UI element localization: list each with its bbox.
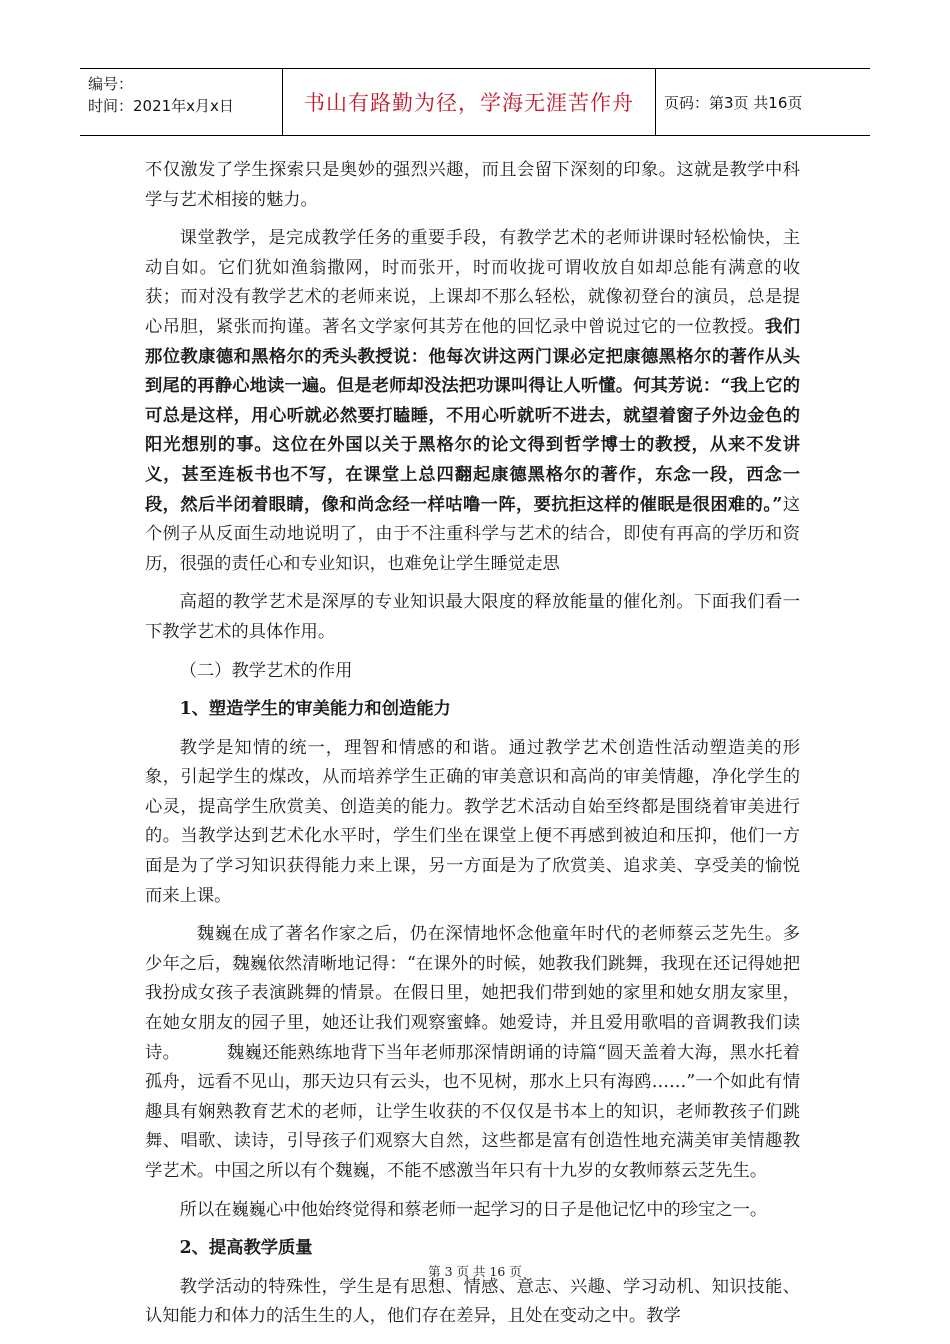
- subheading-2: 2、提高教学质量: [179, 1238, 313, 1259]
- paragraph-3: 高超的教学艺术是深厚的专业知识最大限度的释放能量的催化剂。下面我们看一下教学艺术的具体作用。: [145, 592, 800, 642]
- document-time-label: 时间：2021年x月x日: [88, 97, 234, 115]
- subheading-1: 1、塑造学生的审美能力和创造能力: [179, 699, 451, 720]
- header-meta: [80, 69, 282, 135]
- page-footer: 第 3 页 共 16 页: [428, 1264, 522, 1279]
- paragraph-2-intro: 课堂教学，是完成教学任务的重要手段，有教学艺术的老师讲课时轻松愉快，主动自如。它们犹如渔翁撒网，时而张开，时而收拢可谓收放自如却总能有满意的收获；而对没有教学艺术的老师来说，上课却不那么轻松，就像初登台的演员，总是提心吊胆，紧张而拘谨。著名文学家何其芳在他的回忆录中曾说过它的一位教授。: [145, 228, 800, 337]
- paragraph-2: [145, 224, 800, 579]
- paragraph-4: 教学是知情的统一，理智和情感的和谐。通过教学艺术创造性活动塑造美的形象，引起学生的煤改，从而培养学生正确的审美意识和高尚的审美情趣，净化学生的心灵，提高学生欣赏美、创造美的能力。教学艺术活动自始至终都是围绕着审美进行的。当教学达到艺术化水平时，学生们坐在课堂上便不再感到被迫和压抑，他们一方面是为了学习知识获得能力来上课，另一方面是为了欣赏美、追求美、享受美的愉悦而来上课。: [145, 737, 800, 906]
- document-number-label: 编号：: [88, 75, 134, 93]
- paragraph-6: 所以在巍巍心中他始终觉得和蔡老师一起学习的日子是他记忆中的珍宝之一。: [179, 1199, 768, 1220]
- header-motto: 书山有路勤为径，学海无涯苦作舟: [282, 69, 656, 135]
- paragraph-2-conclusion: 这个例子从反面生动地说明了，由于不注重科学与艺术的结合，即使有再高的学历和资历，很强的责任心和专业知识，也难免让学生睡觉走思: [145, 494, 800, 574]
- paragraph-5: 魏巍在成了著名作家之后，仍在深情地怀念他童年时代的老师蔡云芝先生。多少年之后，魏巍依然清晰地记得：“在课外的时候，她教我们跳舞，我现在还记得她把我扮成女孩子表演跳舞的情景。在假日里，她把我们带到她的家里和她女朋友家里，在她女朋友的园子里，她还让我们观察蜜蜂。她爱诗，并且爱用歌唱的音调教我们读诗。 魏巍还能熟练地背下当年老师那深情朗诵的诗篇“圆天盖着大海，黑水托着孤舟，远看不见山，那天边只有云头，也不见树，那水上只有海鸥……”一个如此有情趣具有娴熟教育艺术的老师，让学生收获的不仅仅是书本上的知识，老师教孩子们跳舞、唱歌、读诗，引导孩子们观察大自然，这些都是富有创造性地充满美审美情趣教学艺术。中国之所以有个魏巍，不能不感激当年只有十九岁的女教师蔡云芝先生。: [145, 924, 800, 1181]
- paragraph-7: 教学活动的特殊性，学生是有思想、情感、意志、兴趣、学习动机、知识技能、认知能力和体力的活生生的人，他们存在差异，且处在变动之中。教学: [145, 1276, 800, 1327]
- paragraph-1: 不仅激发了学生探索只是奥妙的强烈兴趣，而且会留下深刻的印象。这就是教学中科学与艺术相接的魅力。: [145, 160, 800, 210]
- section-heading: （二）教学艺术的作用: [179, 660, 353, 681]
- page-header: [80, 68, 870, 136]
- paragraph-2-bold-quote: 我们那位教康德和黑格尔的秃头教授说：他每次讲这两门课必定把康德黑格尔的著作从头到尾的再静心地读一遍。但是老师却没法把功课叫得让人听懂。何其芳说：“我上它的可总是这样，用心听就必然要打瞌睡，不用心听就听不进去，就望着窗子外边金色的阳光想别的事。这位在外国以关于黑格尔的论文得到哲学博士的教授，从来不发讲义，甚至连板书也不写，在课堂上总四翻起康德黑格尔的著作，东念一段，西念一段，然后半闭着眼睛，像和尚念经一样咕噜一阵，要抗拒这样的催眠是很困难的。”: [145, 316, 800, 515]
- header-page-label: 页码：第3页 共16页: [664, 93, 803, 112]
- document-body: [145, 156, 800, 1341]
